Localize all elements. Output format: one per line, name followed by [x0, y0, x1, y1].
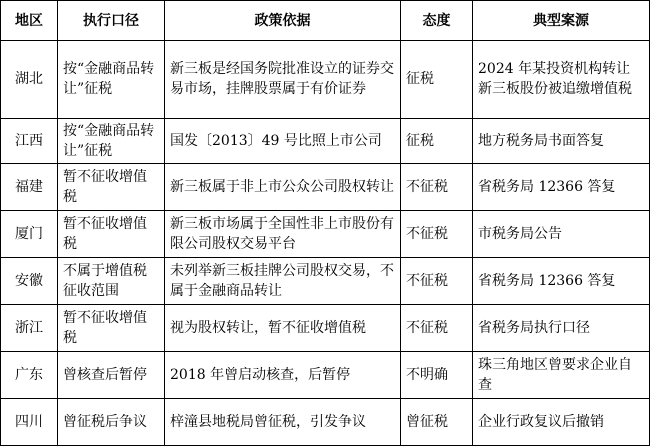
table-row [1, 41, 650, 119]
cell-region: 安徽 [1, 258, 58, 305]
cell-basis: 视为股权转让，暂不征收增值税 [165, 305, 401, 352]
cell-basis: 国发〔2013〕49 号比照上市公司 [165, 118, 401, 164]
cell-case: 企业行政复议后撤销 [473, 399, 650, 446]
cell-case: 地方税务局书面答复 [473, 118, 650, 164]
cell-case: 省税务局 12366 答复 [473, 258, 650, 305]
header-attitude: 态度 [401, 1, 473, 41]
table-header-row [1, 1, 650, 41]
table-row [1, 118, 650, 164]
cell-attitude: 不征税 [401, 211, 473, 258]
cell-basis: 梓潼县地税局曾征税，引发争议 [165, 399, 401, 446]
table-row [1, 258, 650, 305]
cell-case: 珠三角地区曾要求企业自查 [473, 352, 650, 399]
cell-attitude: 不征税 [401, 305, 473, 352]
cell-region: 江西 [1, 118, 58, 164]
cell-scope: 暂不征收增值税 [58, 211, 165, 258]
cell-scope: 不属于增值税征收范围 [58, 258, 165, 305]
cell-scope: 按“金融商品转让”征税 [58, 118, 165, 164]
cell-basis: 新三板市场属于全国性非上市股份有限公司股权交易平台 [165, 211, 401, 258]
cell-case: 省税务局 12366 答复 [473, 164, 650, 211]
cell-case: 市税务局公告 [473, 211, 650, 258]
cell-basis: 新三板是经国务院批准设立的证券交易市场，挂牌股票属于有价证券 [165, 41, 401, 119]
table-row [1, 211, 650, 258]
cell-attitude: 不征税 [401, 164, 473, 211]
header-case: 典型案源 [473, 1, 650, 41]
cell-scope: 按“金融商品转让”征税 [58, 41, 165, 119]
table-row [1, 164, 650, 211]
table-row [1, 399, 650, 446]
cell-scope: 暂不征收增值税 [58, 164, 165, 211]
cell-scope: 曾核查后暂停 [58, 352, 165, 399]
table-row [1, 305, 650, 352]
table-row [1, 352, 650, 399]
cell-region: 湖北 [1, 41, 58, 119]
cell-attitude: 不征税 [401, 258, 473, 305]
cell-region: 四川 [1, 399, 58, 446]
cell-basis: 新三板属于非上市公众公司股权转让 [165, 164, 401, 211]
cell-case: 省税务局执行口径 [473, 305, 650, 352]
cell-basis: 未列举新三板挂牌公司股权交易，不属于金融商品转让 [165, 258, 401, 305]
cell-attitude: 征税 [401, 118, 473, 164]
cell-attitude: 不明确 [401, 352, 473, 399]
cell-attitude: 征税 [401, 41, 473, 119]
cell-scope: 暂不征收增值税 [58, 305, 165, 352]
cell-region: 浙江 [1, 305, 58, 352]
cell-case: 2024 年某投资机构转让新三板股份被追缴增值税 [473, 41, 650, 119]
header-basis: 政策依据 [165, 1, 401, 41]
cell-region: 福建 [1, 164, 58, 211]
header-region: 地区 [1, 1, 58, 41]
cell-scope: 曾征税后争议 [58, 399, 165, 446]
cell-region: 广东 [1, 352, 58, 399]
cell-attitude: 曾征税 [401, 399, 473, 446]
cell-basis: 2018 年曾启动核查，后暂停 [165, 352, 401, 399]
cell-region: 厦门 [1, 211, 58, 258]
header-scope: 执行口径 [58, 1, 165, 41]
